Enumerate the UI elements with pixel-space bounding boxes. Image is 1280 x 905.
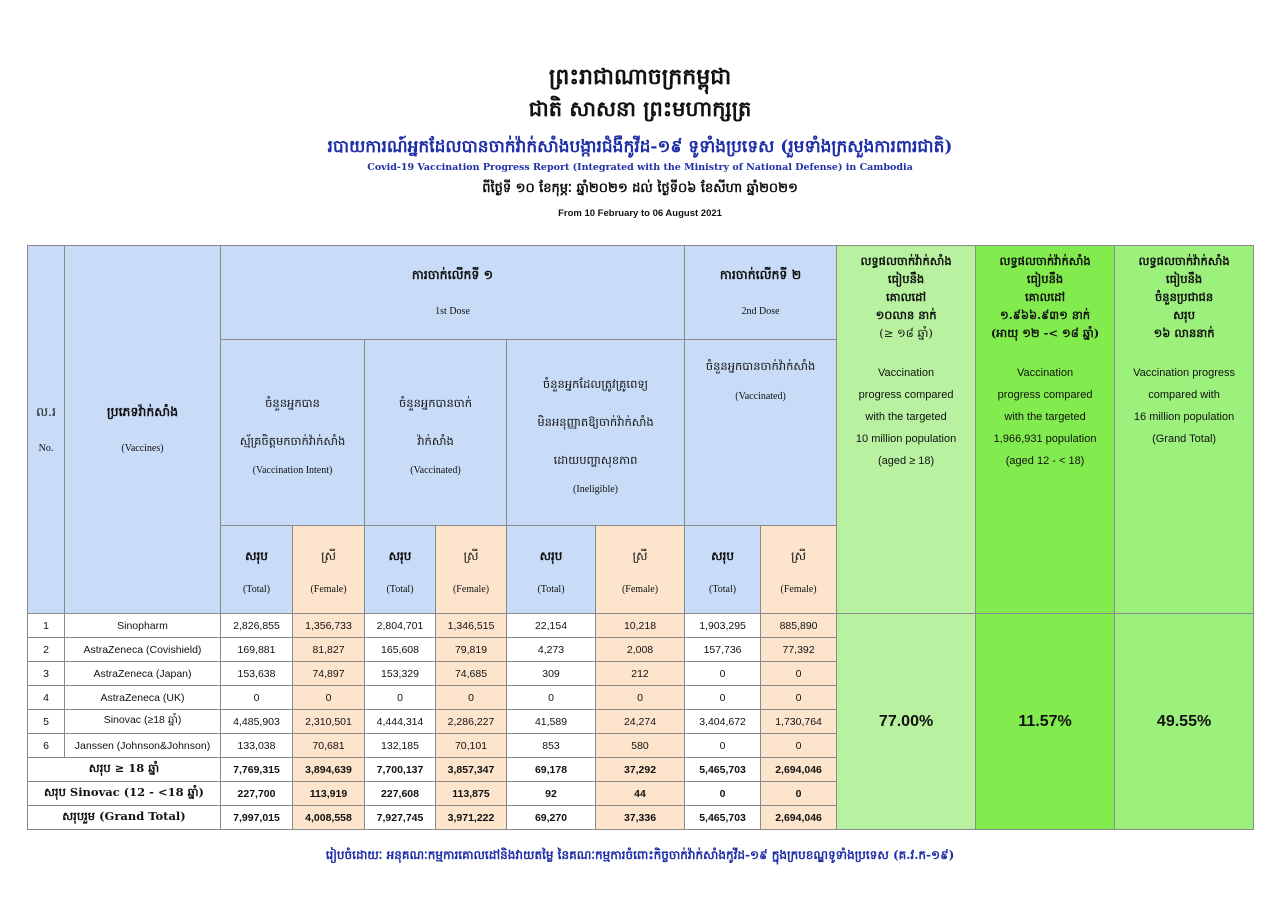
dose2-female: 0 xyxy=(761,686,837,710)
vaccine-type-header: ប្រភេទវ៉ាក់សាំង (Vaccines) xyxy=(65,246,221,614)
dose2-female: 77,392 xyxy=(761,638,837,662)
intent-female: 3,894,639 xyxy=(293,758,365,782)
ineligible-female: 37,336 xyxy=(596,806,685,830)
vaccinated-female: 1,346,515 xyxy=(436,614,507,638)
intent-header: ចំនួនអ្នកបាន ស្ម័គ្រចិត្តមកចាក់វ៉ាក់សាំង (Vaccination Intent) xyxy=(221,340,365,526)
intent-female: 0 xyxy=(293,686,365,710)
intent-female: 4,008,558 xyxy=(293,806,365,830)
intent-total: 227,700 xyxy=(221,782,293,806)
report-title-en: Covid-19 Vaccination Progress Report (Integrated with the Ministry of National Defense) in Cambodia xyxy=(367,162,913,173)
vaccine-name: AstraZeneca (UK) xyxy=(65,686,221,710)
progress-header-total: លទ្ធផលចាក់វ៉ាក់សាំង ធៀបនឹង ចំនួនប្រជាជន សរុប ១៦ លាននាក់ Vaccination progress compared with 16 million population (Grand Total) xyxy=(1115,246,1254,614)
vaccinated-total: 7,700,137 xyxy=(365,758,436,782)
dose2-total: 0 xyxy=(685,686,761,710)
ineligible-header: ចំនួនអ្នកដែលត្រូវគ្រូពេទ្យ មិនអនុញ្ញាតឱ្យចាក់វ៉ាក់សាំង ដោយបញ្ហាសុខភាព (Ineligible) xyxy=(507,340,685,526)
vaccinated-female: 70,101 xyxy=(436,734,507,758)
total-col-header: សរុប (Total) xyxy=(507,526,596,614)
report-period-en: From 10 February to 06 August 2021 xyxy=(558,208,722,219)
dose2-female: 0 xyxy=(761,734,837,758)
ineligible-female: 10,218 xyxy=(596,614,685,638)
ineligible-female: 580 xyxy=(596,734,685,758)
dose2-total: 1,903,295 xyxy=(685,614,761,638)
report-period-km: ពីថ្ងៃទី ១០ ខែកុម្ភៈ ឆ្នាំ២០២១ ដល់ ថ្ងៃទី០៦ ខែសីហា ឆ្នាំ២០២១ xyxy=(482,181,798,196)
vaccinated-female: 74,685 xyxy=(436,662,507,686)
vaccine-name: AstraZeneca (Japan) xyxy=(65,662,221,686)
intent-total: 7,769,315 xyxy=(221,758,293,782)
ineligible-total: 22,154 xyxy=(507,614,596,638)
ineligible-total: 69,178 xyxy=(507,758,596,782)
vaccinated-total: 132,185 xyxy=(365,734,436,758)
dose2-female: 2,694,046 xyxy=(761,806,837,830)
intent-female: 74,897 xyxy=(293,662,365,686)
dose2-female: 2,694,046 xyxy=(761,758,837,782)
row-number: 5 xyxy=(28,710,65,734)
total-col-header: សរុប (Total) xyxy=(221,526,293,614)
intent-total: 7,997,015 xyxy=(221,806,293,830)
no-header: ល.រ No. xyxy=(28,246,65,614)
vaccinated-total: 165,608 xyxy=(365,638,436,662)
dose2-total: 0 xyxy=(685,782,761,806)
dose2-female: 885,890 xyxy=(761,614,837,638)
female-col-header: ស្រី (Female) xyxy=(596,526,685,614)
female-col-header: ស្រី (Female) xyxy=(761,526,837,614)
dose2-total: 5,465,703 xyxy=(685,758,761,782)
vaccinated-female: 3,971,222 xyxy=(436,806,507,830)
dose2-female: 0 xyxy=(761,662,837,686)
intent-female: 70,681 xyxy=(293,734,365,758)
dose2-female: 1,730,764 xyxy=(761,710,837,734)
female-col-header: ស្រី (Female) xyxy=(436,526,507,614)
row-number: 1 xyxy=(28,614,65,638)
vaccinated-total: 4,444,314 xyxy=(365,710,436,734)
row-number: 3 xyxy=(28,662,65,686)
vaccinated-female: 3,857,347 xyxy=(436,758,507,782)
vaccinated-total: 153,329 xyxy=(365,662,436,686)
progress-total-value: 49.55% xyxy=(1115,614,1254,830)
intent-total: 169,881 xyxy=(221,638,293,662)
dose2-total: 0 xyxy=(685,734,761,758)
total-col-header: សរុប (Total) xyxy=(365,526,436,614)
vaccinated-female: 113,875 xyxy=(436,782,507,806)
vaccine-name: Sinopharm xyxy=(65,614,221,638)
dose2-header: ការចាក់លើកទី ២ 2nd Dose xyxy=(685,246,837,340)
intent-female: 113,919 xyxy=(293,782,365,806)
vaccine-name: AstraZeneca (Covishield) xyxy=(65,638,221,662)
vaccinated-total: 7,927,745 xyxy=(365,806,436,830)
dose2-female: 0 xyxy=(761,782,837,806)
progress-adult-value: 77.00% xyxy=(837,614,976,830)
progress-header-adult: លទ្ធផលចាក់វ៉ាក់សាំង ធៀបនឹង គោលដៅ ១០លាន នាក់ (≥ ១៨ ឆ្នាំ) Vaccination progress compared with the targeted 10 million population (aged ≥ 18) xyxy=(837,246,976,614)
total-label: សរុប ≥ 18 ឆ្នាំ xyxy=(28,758,221,782)
dose2-vaccinated-header: ចំនួនអ្នកបានចាក់វ៉ាក់សាំង (Vaccinated) xyxy=(685,340,837,526)
ineligible-total: 41,589 xyxy=(507,710,596,734)
vaccine-name: Sinovac (≥18 ឆ្នាំ) xyxy=(65,710,221,734)
ineligible-female: 2,008 xyxy=(596,638,685,662)
ineligible-total: 4,273 xyxy=(507,638,596,662)
total-label: សរុបរួម (Grand Total) xyxy=(28,806,221,830)
intent-total: 0 xyxy=(221,686,293,710)
ineligible-total: 69,270 xyxy=(507,806,596,830)
ineligible-female: 212 xyxy=(596,662,685,686)
vaccination-table xyxy=(27,245,1254,830)
progress-youth-value: 11.57% xyxy=(976,614,1115,830)
report-header xyxy=(0,62,1280,222)
national-motto: ជាតិ សាសនា ព្រះមហាក្សត្រ xyxy=(528,96,752,121)
total-label: សរុប Sinovac (12 - <18 ឆ្នាំ) xyxy=(28,782,221,806)
dose2-total: 3,404,672 xyxy=(685,710,761,734)
row-number: 4 xyxy=(28,686,65,710)
ineligible-total: 853 xyxy=(507,734,596,758)
vaccinated-female: 2,286,227 xyxy=(436,710,507,734)
intent-total: 153,638 xyxy=(221,662,293,686)
female-col-header: ស្រី (Female) xyxy=(293,526,365,614)
intent-total: 2,826,855 xyxy=(221,614,293,638)
ineligible-female: 44 xyxy=(596,782,685,806)
dose2-total: 157,736 xyxy=(685,638,761,662)
dose2-total: 0 xyxy=(685,662,761,686)
progress-header-youth: លទ្ធផលចាក់វ៉ាក់សាំង ធៀបនឹង គោលដៅ ១.៩៦៦.៩៣១ នាក់ (អាយុ ១២ -< ១៨ ឆ្នាំ) Vaccination progress compared with the targeted 1,966,931 population (aged 12 - < 18) xyxy=(976,246,1115,614)
ineligible-total: 0 xyxy=(507,686,596,710)
dose1-header: ការចាក់លើកទី ១ 1st Dose xyxy=(221,246,685,340)
ineligible-female: 24,274 xyxy=(596,710,685,734)
intent-female: 1,356,733 xyxy=(293,614,365,638)
ineligible-female: 37,292 xyxy=(596,758,685,782)
dose2-total: 5,465,703 xyxy=(685,806,761,830)
intent-total: 133,038 xyxy=(221,734,293,758)
kingdom-title: ព្រះរាជាណាចក្រកម្ពុជា xyxy=(548,64,732,90)
vaccinated-total: 2,804,701 xyxy=(365,614,436,638)
vaccinated-female: 79,819 xyxy=(436,638,507,662)
intent-female: 81,827 xyxy=(293,638,365,662)
vaccinated-header: ចំនួនអ្នកបានចាក់ វ៉ាក់សាំង (Vaccinated) xyxy=(365,340,507,526)
vaccine-name: Janssen (Johnson&Johnson) xyxy=(65,734,221,758)
ineligible-total: 309 xyxy=(507,662,596,686)
ineligible-total: 92 xyxy=(507,782,596,806)
intent-total: 4,485,903 xyxy=(221,710,293,734)
table-row xyxy=(28,614,1254,638)
prepared-by-footer: រៀបចំដោយៈ អនុគណៈកម្មការគោលដៅនិងវាយតម្លៃ នៃគណៈកម្មការចំពោះកិច្ចចាក់វ៉ាក់សាំងកូវីដ-១៩ ក្នុងក្របខណ្ឌទូទាំងប្រទេស (គ.វ.ក-១៩) xyxy=(325,848,955,862)
intent-female: 2,310,501 xyxy=(293,710,365,734)
total-col-header: សរុប (Total) xyxy=(685,526,761,614)
report-title-km: របាយការណ៍អ្នកដែលបានចាក់វ៉ាក់សាំងបង្ការជំងឺកូវីដ-១៩ ទូទាំងប្រទេស (រួមទាំងក្រសួងការពារជាតិ) xyxy=(327,137,953,157)
row-number: 6 xyxy=(28,734,65,758)
vaccinated-total: 227,608 xyxy=(365,782,436,806)
row-number: 2 xyxy=(28,638,65,662)
vaccinated-total: 0 xyxy=(365,686,436,710)
ineligible-female: 0 xyxy=(596,686,685,710)
vaccinated-female: 0 xyxy=(436,686,507,710)
